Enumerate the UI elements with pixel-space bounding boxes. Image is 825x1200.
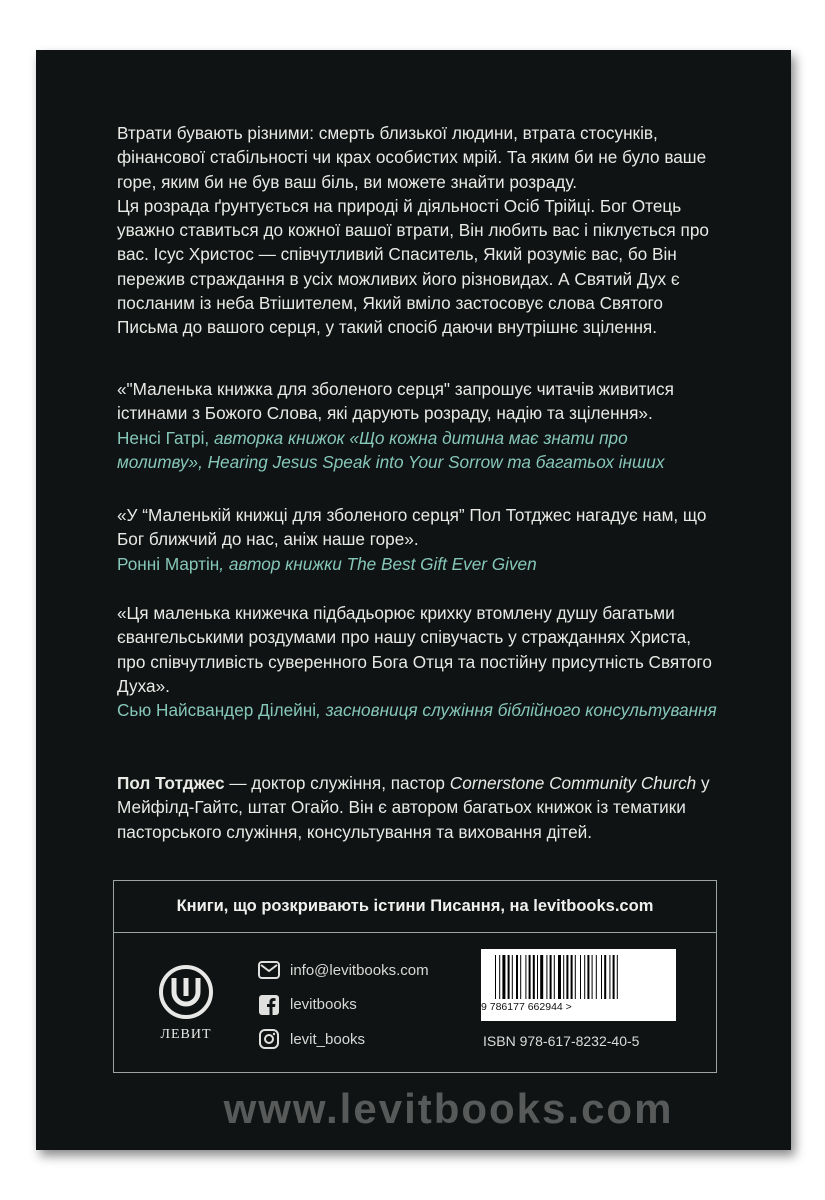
description-paragraph-1: Втрати бувають різними: смерть близької людини, втрата стосунків, фінансової стабільності чи крах особистих мрій. Та яким би не було ваше горе, яким би не був ваш біль, ви можете знайти розраду. [117,123,707,192]
author-bio [117,771,717,844]
review-quote: «Ця маленька книжечка підбадьорює крихку втомлену душу багатьми євангельськими роздумами про нашу співучасть у стражданнях Христа, про співчутливість суверенного Бога Отця та постійну присутність Святого Духа». [117,603,712,696]
contact-list [258,953,429,1057]
review-author-description: авторка книжок «Що кожна дитина має знати про молитву», Hearing Jesus Speak into Your Sorrow та багатьох інших [117,427,665,472]
instagram-icon [258,1028,280,1050]
bio-author-name: Пол Тотджес [117,773,225,793]
review-author: Ронні Мартін [117,553,220,574]
facebook-icon [258,994,280,1016]
contact-email-text: info@levitbooks.com [290,961,429,979]
contact-email[interactable] [258,953,429,988]
review-3 [117,601,717,722]
book-back-cover [36,50,791,1150]
description [117,121,717,340]
contact-instagram-text: levit_books [290,1030,366,1048]
logo-text: ЛЕВИТ [160,1027,212,1042]
review-author: Ненсі Гатрі, [117,427,210,448]
description-paragraph-2: Ця розрада ґрунтується на природі й діяльності Осіб Трійці. Бог Отець уважно ставиться до кожної вашої втрати, Він любить вас і піклується про вас. Ісус Христос — співчутливий Спаситель, Який розуміє вас, бо Він пережив страждання в усіх можливих його різновидах. А Святий Дух є посланим із неба Втішителем, Який вміло застосовує слова Святого Письма до вашого серця, у такий спосіб даючи внутрішнє зцілення. [117,195,709,338]
barcode [481,949,676,1021]
levit-logo-icon [158,964,214,1020]
review-2 [117,503,717,576]
watermark: www.levitbooks.com [223,1085,674,1132]
contact-facebook-text: levitbooks [290,996,357,1014]
publisher-info-box [113,880,717,1073]
review-author: Сью Найсвандер Ділейні [117,700,317,721]
barcode-bars [481,949,676,1001]
contact-facebook[interactable] [258,988,429,1023]
review-author-description: , автор книжки The Best Gift Ever Given [219,553,537,574]
bio-text: — доктор служіння, пастор [224,773,450,793]
mail-icon [258,959,280,981]
contact-instagram[interactable] [258,1022,429,1057]
barcode-digits: 9 786177 662944 > [481,1001,572,1013]
review-author-description: , засновниця служіння біблійного консультування [316,700,717,721]
review-1 [117,377,717,474]
publisher-logo [154,964,218,1043]
isbn-number: ISBN 978-617-8232-40-5 [483,1033,640,1049]
publisher-tagline: Книги, що розкривають істини Писання, на levitbooks.com [114,881,716,933]
review-quote: «У “Маленькій книжці для зболеного серця” Пол Тотджес нагадує нам, що Бог ближчий до нас, аніж наше горе». [117,505,707,550]
review-quote: «"Маленька книжка для зболеного серця" запрошує читачів живитися істинами з Божого Слова, які дарують розраду, надію та зцілення». [117,379,674,424]
bio-church-name: Cornerstone Community Church [449,773,697,793]
bio-text-continued: у Мейфілд-Гайтс, штат Огайо. Він є автором багатьох книжок із тематики пасторського служіння, консультування та виховання дітей. [117,773,710,842]
